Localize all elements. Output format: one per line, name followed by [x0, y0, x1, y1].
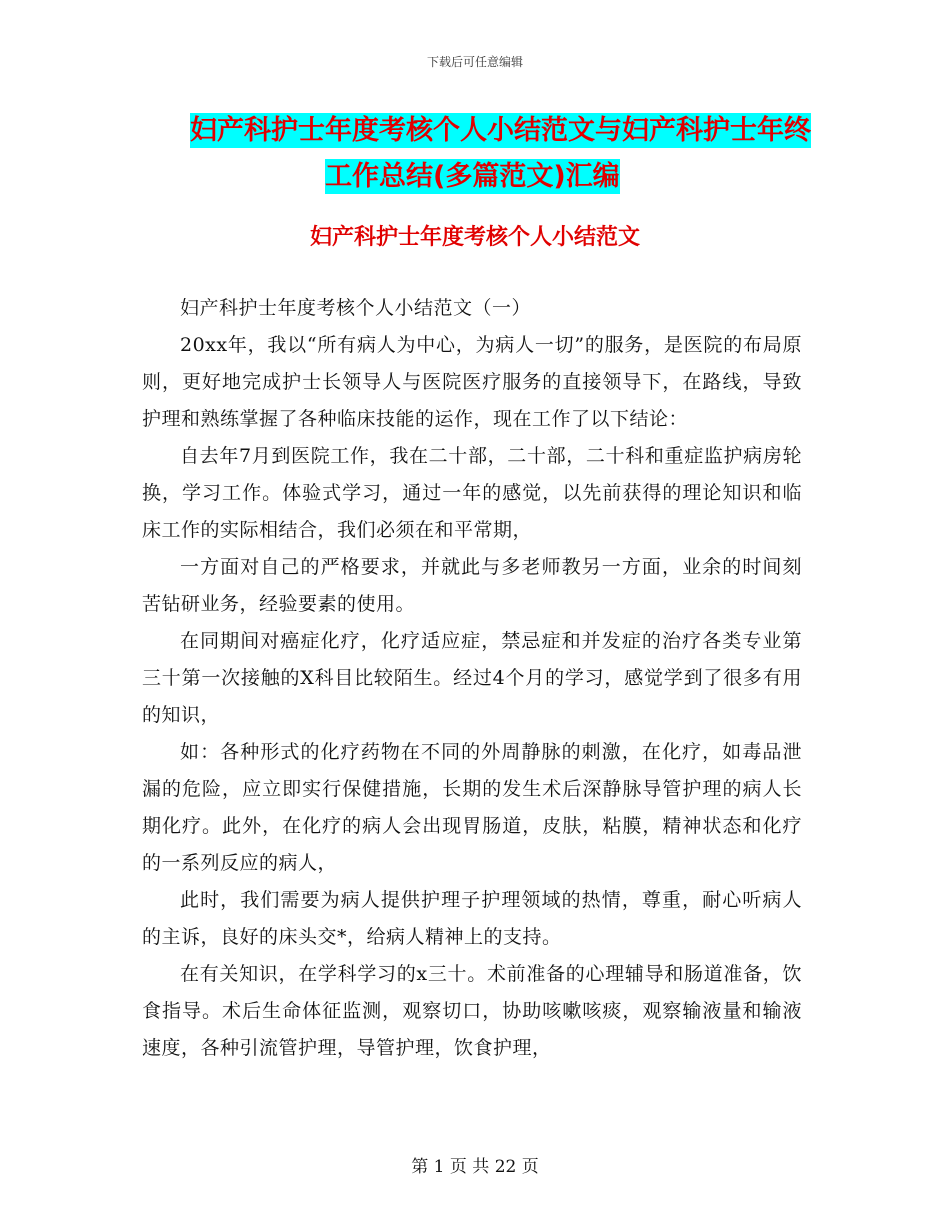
paragraph: 一方面对自己的严格要求，并就此与多老师教另一方面，业余的时间刻苦钻研业务，经验要素的使用。 — [142, 556, 802, 615]
title-line-2-text: 工作总结(多篇范文)汇编 — [325, 161, 620, 192]
paragraph: 20xx年，我以“所有病人为中心，为病人一切”的服务，是医院的布局原则，更好地完成护士长领导人与医院医疗服务的直接领导下，在路线，导致护理和熟练掌握了各种临床技能的运作，现在工作了以下结论： — [142, 334, 802, 430]
title-line-2 — [190, 154, 810, 200]
paragraph-subtitle: 妇产科护士年度考核个人小结范文（一） — [180, 297, 532, 319]
title-line-1-text: 妇产科护士年度考核个人小结范文与妇产科护士年终 — [190, 115, 811, 146]
header-note: 下载后可任意编辑 — [426, 55, 523, 69]
document-body — [142, 290, 802, 1067]
document-title — [190, 108, 810, 200]
paragraph: 如：各种形式的化疗药物在不同的外周静脉的刺激，在化疗，如毒品泄漏的危险，应立即实行保健措施，长期的发生术后深静脉导管护理的病人长期化疗。此外，在化疗的病人会出现胃肠道，皮肤，粘膜，精神状态和化疗的一系列反应的病人， — [142, 741, 802, 874]
section-title: 妇产科护士年度考核个人小结范文 — [309, 225, 640, 250]
paragraph: 自去年7月到医院工作，我在二十部，二十部，二十科和重症监护病房轮换，学习工作。体验式学习，通过一年的感觉，以先前获得的理论知识和临床工作的实际相结合，我们必须在和平常期， — [142, 445, 802, 541]
paragraph: 在有关知识，在学科学习的x三十。术前准备的心理辅导和肠道准备，饮食指导。术后生命体征监测，观察切口，协助咳嗽咳痰，观察输液量和输液速度，各种引流管护理，导管护理，饮食护理， — [142, 963, 802, 1059]
paragraph: 在同期间对癌症化疗，化疗适应症，禁忌症和并发症的治疗各类专业第三十第一次接触的X科目比较陌生。经过4个月的学习，感觉学到了很多有用的知识， — [142, 630, 802, 726]
page-footer: 第 1 页 共 22 页 — [411, 1157, 539, 1177]
paragraph: 此时，我们需要为病人提供护理子护理领域的热情，尊重，耐心听病人的主诉，良好的床头交*，给病人精神上的支持。 — [142, 889, 802, 948]
title-line-1 — [190, 108, 810, 154]
